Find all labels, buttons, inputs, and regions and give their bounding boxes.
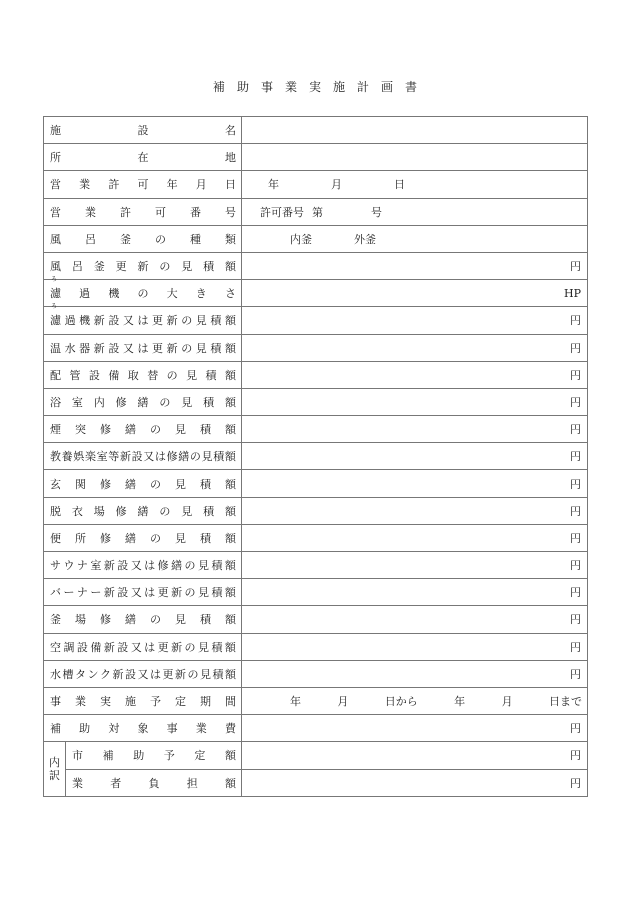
value-part: 内釜 — [290, 232, 312, 246]
value-field[interactable] — [242, 388, 588, 415]
table-row — [44, 470, 588, 497]
unit-label: 円 — [570, 423, 581, 437]
value-field[interactable] — [242, 769, 588, 796]
table-row — [44, 252, 588, 279]
value-field[interactable] — [242, 416, 588, 443]
row-label: 浴 室 内 修 繕 の 見 積 額 — [50, 395, 236, 409]
value-part: 号 — [371, 205, 382, 219]
table-row — [44, 225, 588, 252]
unit-label: 円 — [570, 667, 581, 681]
value-field[interactable] — [242, 443, 588, 470]
value-part: 年 — [268, 178, 279, 192]
table-row — [44, 715, 588, 742]
unit-label: 円 — [570, 260, 581, 274]
row-label: 脱 衣 場 修 繕 の 見 積 額 — [50, 504, 236, 518]
row-label: 便 所 修 繕 の 見 積 額 — [50, 531, 236, 545]
ruby-reading: ろ — [51, 276, 58, 284]
value-part: 月 — [501, 695, 513, 709]
value-field[interactable] — [242, 117, 588, 144]
table-row — [44, 633, 588, 660]
table-row — [44, 388, 588, 415]
row-label: 風 呂 釜 更 新 の 見 積 額 — [50, 260, 236, 274]
row-label: ろ 濾 過 機 の 大 き さ — [50, 276, 236, 301]
table-row — [44, 497, 588, 524]
document-title: 補 助 事 業 実 施 計 画 書 — [212, 80, 418, 94]
table-row — [44, 416, 588, 443]
value-field[interactable] — [242, 307, 588, 334]
row-label: 温 水 器 新 設 又 は 更 新 の 見 積 額 — [50, 341, 236, 355]
breakdown-group-label: 内 訳 — [44, 742, 66, 796]
row-label: 所 在 地 — [50, 151, 236, 165]
value-part: 第 — [312, 205, 323, 219]
table-row — [44, 280, 588, 307]
table-row — [44, 579, 588, 606]
table-row — [44, 144, 588, 171]
value-field[interactable] — [242, 687, 588, 714]
value-field[interactable] — [242, 497, 588, 524]
value-field[interactable] — [242, 715, 588, 742]
value-field[interactable] — [242, 361, 588, 388]
unit-label: 円 — [570, 613, 581, 627]
table-row — [44, 606, 588, 633]
unit-label: 円 — [570, 559, 581, 573]
unit-label: 円 — [570, 531, 581, 545]
unit-label: 円 — [570, 368, 581, 382]
row-label: 教 養 娯 楽 室 等 新 設 又 は 修 繕 の 見 積 額 — [50, 450, 236, 464]
unit-label: 円 — [570, 477, 581, 491]
table-row — [44, 171, 588, 198]
value-part: 年 — [290, 695, 301, 709]
row-label: 営 業 許 可 年 月 日 — [50, 178, 236, 192]
value-part: 日まで — [548, 695, 582, 709]
value-part: 外釜 — [354, 232, 376, 246]
value-field[interactable] — [242, 579, 588, 606]
row-label: 配 管 設 備 取 替 の 見 積 額 — [50, 368, 236, 382]
unit-label: 円 — [570, 341, 581, 355]
value-field[interactable] — [242, 660, 588, 687]
value-part: 日から — [384, 695, 418, 709]
table-row — [44, 334, 588, 361]
ruby-reading: ろ — [51, 303, 58, 311]
value-field[interactable] — [242, 524, 588, 551]
row-label: 風 呂 釜 の 種 類 — [50, 232, 236, 246]
table-row — [44, 443, 588, 470]
unit-label: HP — [564, 286, 581, 300]
row-label: 釜 場 修 繕 の 見 積 額 — [50, 613, 236, 627]
value-field[interactable] — [242, 552, 588, 579]
value-field[interactable] — [242, 198, 588, 225]
row-label: 玄 関 修 繕 の 見 積 額 — [50, 477, 236, 491]
table-row — [44, 117, 588, 144]
row-label: 市 補 助 予 定 額 — [72, 749, 236, 763]
table-row — [44, 769, 588, 796]
row-label: 施 設 名 — [50, 124, 236, 138]
row-label: バ ー ナ ー 新 設 又 は 更 新 の 見 積 額 — [50, 586, 236, 600]
row-label: サ ウ ナ 室 新 設 又 は 修 繕 の 見 積 額 — [50, 559, 236, 573]
value-part: 年 — [454, 695, 466, 709]
row-label: 水 槽 タ ン ク 新 設 又 は 更 新 の 見 積 額 — [50, 667, 236, 681]
value-field[interactable] — [242, 606, 588, 633]
value-field[interactable] — [242, 144, 588, 171]
table-row — [44, 742, 588, 769]
value-part: 月 — [331, 178, 342, 192]
row-label: 補 助 対 象 事 業 費 — [50, 722, 236, 736]
unit-label: 円 — [570, 504, 581, 518]
row-label: ろ 濾 過 機 新 設 又 は 更 新 の 見 積 額 — [50, 303, 236, 328]
value-field[interactable] — [242, 171, 588, 198]
row-label: 業 者 負 担 額 — [72, 776, 236, 790]
row-label: 営 業 許 可 番 号 — [50, 205, 236, 219]
unit-label: 円 — [570, 640, 581, 654]
unit-label: 円 — [570, 450, 581, 464]
value-part: 日 — [394, 178, 405, 192]
value-part: 月 — [337, 695, 349, 709]
value-field[interactable] — [242, 225, 588, 252]
row-label: 空 調 設 備 新 設 又 は 更 新 の 見 積 額 — [50, 640, 236, 654]
unit-label: 円 — [570, 776, 581, 790]
row-label: 煙 突 修 繕 の 見 積 額 — [50, 423, 236, 437]
unit-label: 円 — [570, 586, 581, 600]
unit-label: 円 — [570, 395, 581, 409]
table-row — [44, 307, 588, 334]
value-field[interactable] — [242, 633, 588, 660]
table-row — [44, 552, 588, 579]
value-field[interactable] — [242, 470, 588, 497]
table-row — [44, 198, 588, 225]
table-row — [44, 660, 588, 687]
unit-label: 円 — [570, 722, 581, 736]
value-part: 許可番号 — [260, 205, 304, 219]
table-row — [44, 687, 588, 714]
unit-label: 円 — [570, 749, 581, 763]
unit-label: 円 — [570, 314, 581, 328]
value-field[interactable] — [242, 742, 588, 769]
value-field[interactable] — [242, 252, 588, 279]
row-label: 事 業 実 施 予 定 期 間 — [50, 695, 236, 709]
table-row — [44, 524, 588, 551]
table-row — [44, 361, 588, 388]
plan-form-table — [43, 116, 588, 797]
value-field[interactable] — [242, 334, 588, 361]
value-field[interactable] — [242, 280, 588, 307]
